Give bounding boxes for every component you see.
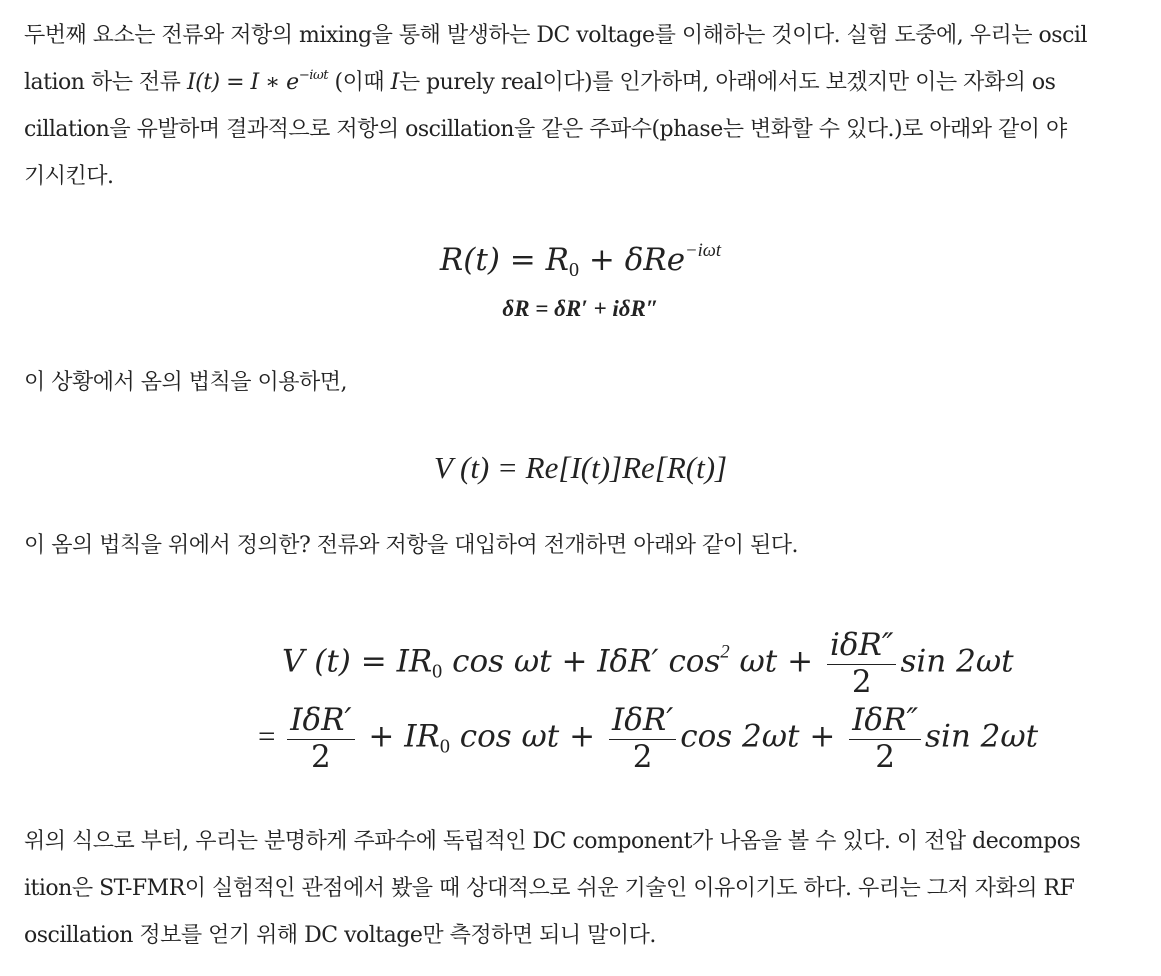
math-superscript: −iωt	[685, 240, 722, 262]
fraction-numerator: IδR″	[849, 703, 921, 740]
fraction-denominator: 2	[875, 738, 895, 775]
math-text: + IR	[358, 718, 440, 755]
paragraph-substitution	[24, 522, 1139, 569]
paragraph-ohm-intro	[24, 359, 1139, 406]
math-text: sin 2ωt	[925, 718, 1039, 755]
fraction-numerator: IδR′	[609, 703, 676, 740]
math-text: sin 2ωt	[900, 643, 1014, 680]
fraction-denominator: 2	[851, 663, 872, 700]
math-text: V (t) = IR	[282, 643, 433, 680]
fraction-numerator: IδR′	[287, 703, 354, 740]
equation-expansion-line1	[282, 628, 1014, 700]
inline-math-symbol: I	[390, 70, 399, 95]
paragraph-line	[24, 59, 1139, 106]
text-run: 는 purely real이다)를 인가하며, 아래에서도 보겠지만 이는 자화의 os	[398, 70, 1056, 95]
paragraph-line: 이 상황에서 옴의 법칙을 이용하면,	[24, 370, 347, 395]
math-superscript: −iωt	[298, 68, 329, 84]
math-fraction	[849, 703, 921, 775]
math-subscript: 0	[568, 259, 580, 282]
paragraph-line: cillation을 유발하며 결과적으로 저항의 oscillation을 같은 주파수(phase는 변화할 수 있다.)로 아래와 같이 야	[24, 117, 1067, 142]
paragraph-line: 이 옴의 법칙을 위에서 정의한? 전류와 저항을 대입하여 전개하면 아래와 같이 된다.	[24, 533, 799, 558]
math-text: cos 2ωt +	[680, 718, 846, 755]
fraction-denominator: 2	[632, 738, 653, 775]
math-fraction	[287, 703, 354, 775]
paragraph-intro	[24, 12, 1139, 200]
math-subscript: 0	[439, 735, 450, 758]
math-fraction	[827, 628, 897, 700]
equation-expansion-line2	[258, 703, 1038, 775]
math-text: R(t) = R	[439, 242, 569, 278]
math-text: =	[258, 718, 284, 754]
math-text: cos ωt +	[449, 718, 605, 755]
fraction-numerator: iδR″	[827, 628, 897, 665]
paragraph-line: 두번째 요소는 전류와 저항의 mixing을 통해 발생하는 DC voltage를 이해하는 것이다. 실험 도중에, 우리는 oscil	[24, 23, 1087, 48]
paragraph-line: ition은 ST-FMR이 실험적인 관점에서 봤을 때 상대적으로 쉬운 기술인 이유이기도 하다. 우리는 그저 자화의 RF	[24, 876, 1075, 901]
paragraph-line: oscillation 정보를 얻기 위해 DC voltage만 측정하면 되니 말이다.	[24, 923, 656, 948]
paragraph-line: 기시킨다.	[24, 164, 114, 189]
fraction-denominator: 2	[311, 738, 331, 775]
paragraph-line: 위의 식으로 부터, 우리는 분명하게 주파수에 독립적인 DC component가 나옴을 볼 수 있다. 이 전압 decompos	[24, 829, 1081, 854]
paragraph-conclusion	[24, 818, 1139, 959]
math-text: I(t) = I ∗ e	[186, 70, 299, 95]
math-text: ωt +	[729, 643, 823, 680]
equation-delta-r: δR = δR′ + iδR″	[502, 296, 659, 321]
text-run: lation 하는 전류	[24, 70, 187, 95]
math-subscript: 0	[432, 660, 443, 683]
equation-resistance	[0, 240, 1161, 282]
math-fraction	[609, 703, 676, 775]
equation-ohm-law: V (t) = Re[I(t)]Re[R(t)]	[433, 450, 728, 485]
inline-math-current	[187, 70, 328, 95]
math-text: + δRe	[579, 242, 686, 278]
math-text: cos ωt + IδR′ cos	[442, 643, 721, 680]
text-run: (이때	[328, 70, 391, 95]
math-superscript: 2	[720, 641, 730, 663]
